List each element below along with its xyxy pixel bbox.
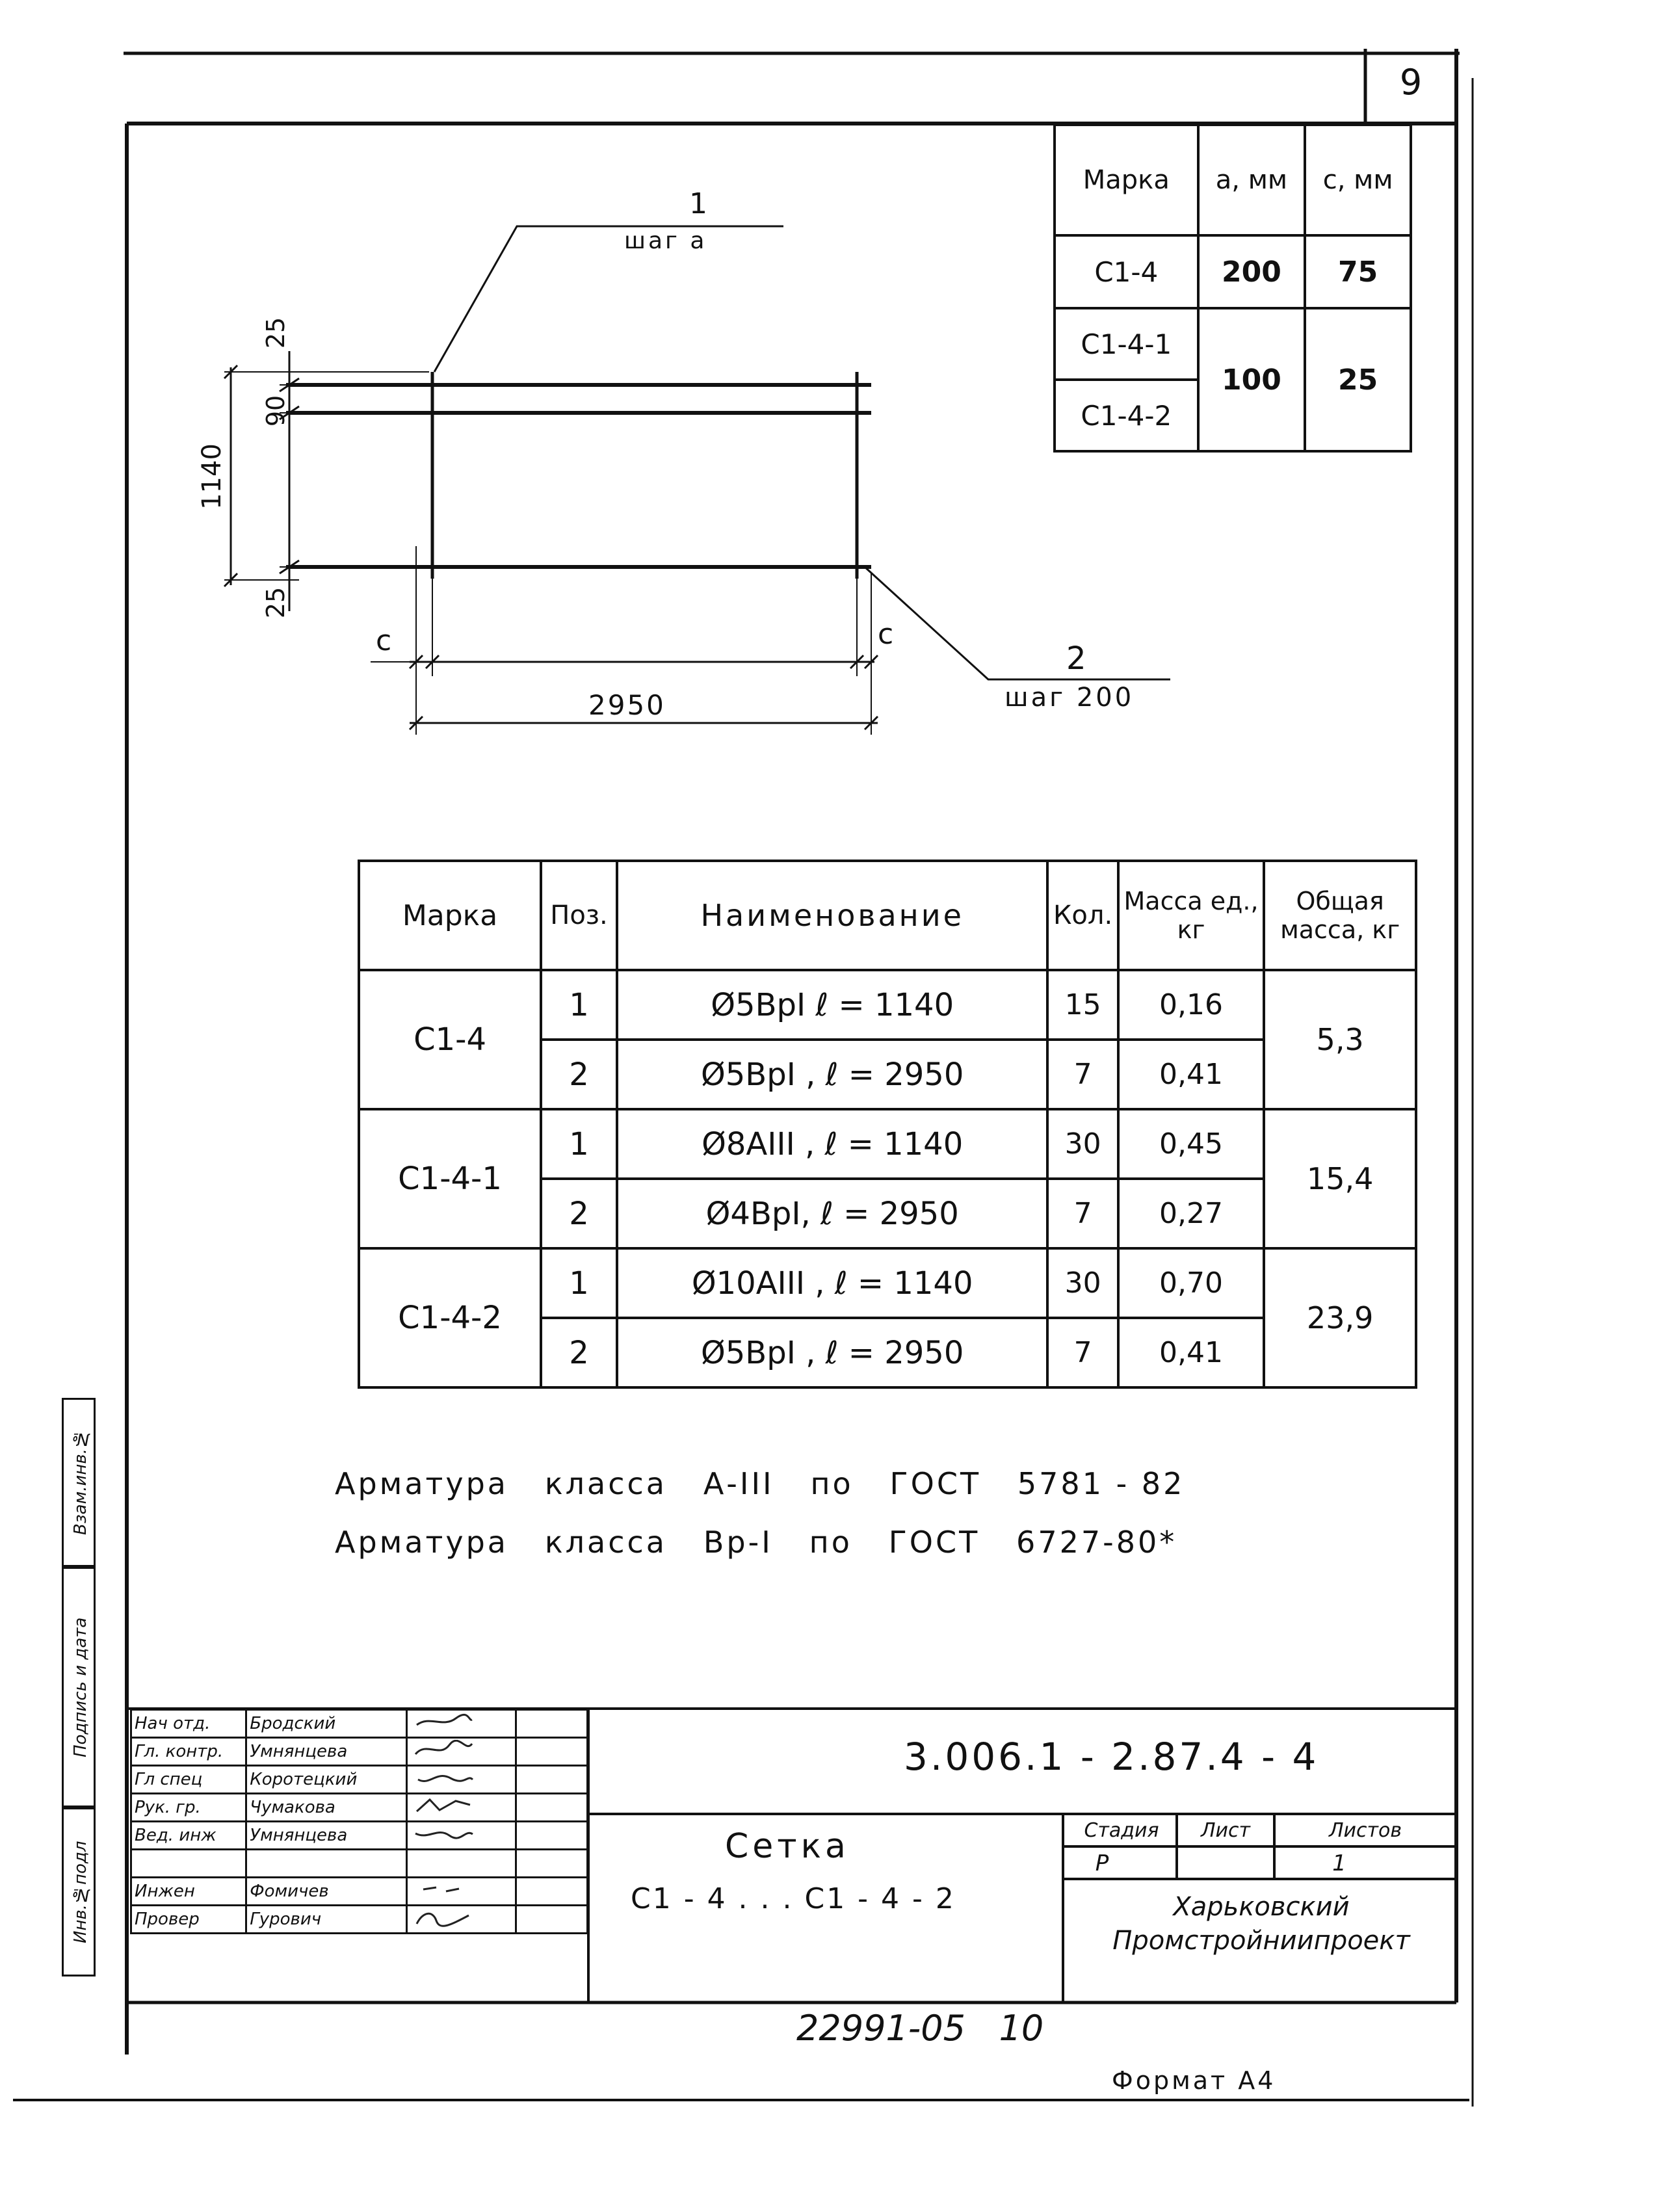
dim-c-left: c bbox=[376, 624, 392, 657]
spec-qty: 15 bbox=[1047, 970, 1118, 1040]
a-cell: 100 bbox=[1198, 308, 1306, 451]
callout-1-text: шаг а bbox=[624, 228, 707, 254]
sig-signature bbox=[407, 1878, 516, 1906]
spec-header-mass-unit: Масса ед., кг bbox=[1118, 861, 1264, 970]
side-label-inv-podl: Инв.№подл bbox=[71, 1841, 90, 1943]
a-header: а, мм bbox=[1198, 125, 1306, 235]
sig-role: Гл спец bbox=[131, 1766, 246, 1794]
signature-mark bbox=[410, 1740, 475, 1759]
spec-name: Ø5ВрI , ℓ = 2950 bbox=[617, 1040, 1047, 1109]
c-header: с, мм bbox=[1305, 125, 1411, 235]
sig-role: Рук. гр. bbox=[131, 1794, 246, 1822]
sig-signature bbox=[407, 1710, 516, 1738]
sig-date bbox=[516, 1878, 587, 1906]
stage-label: Стадия bbox=[1084, 1819, 1159, 1842]
sig-date bbox=[516, 1906, 587, 1934]
spec-mass: 0,41 bbox=[1118, 1318, 1264, 1387]
spec-name: Ø10АIII , ℓ = 1140 bbox=[617, 1248, 1047, 1318]
note-line-1: Арматура класса А-III по ГОСТ 5781 - 82 bbox=[335, 1466, 1185, 1501]
sig-date bbox=[516, 1710, 587, 1738]
callout-1-number: 1 bbox=[689, 187, 707, 220]
sheet-number: 9 bbox=[1399, 62, 1423, 103]
sig-signature bbox=[407, 1766, 516, 1794]
sig-name: Чумакова bbox=[246, 1794, 407, 1822]
sig-name: Умнянцева bbox=[246, 1738, 407, 1766]
sig-role: Вед. инж bbox=[131, 1822, 246, 1850]
dim-90: 90 bbox=[261, 395, 291, 427]
spec-pos: 2 bbox=[541, 1040, 617, 1109]
spec-name: Ø5ВрI , ℓ = 2950 bbox=[617, 1318, 1047, 1387]
title-line-1: Сетка bbox=[725, 1827, 850, 1866]
sig-name: Гурович bbox=[246, 1906, 407, 1934]
format-label: Формат А4 bbox=[1112, 2066, 1276, 2095]
spec-total: 15,4 bbox=[1264, 1109, 1416, 1248]
dim-25-top: 25 bbox=[261, 317, 291, 349]
spec-header-mass-total: Общая масса, кг bbox=[1264, 861, 1416, 970]
spec-header-mark: Марка bbox=[359, 861, 541, 970]
spec-pos: 1 bbox=[541, 1248, 617, 1318]
spec-qty: 7 bbox=[1047, 1040, 1118, 1109]
spec-qty: 7 bbox=[1047, 1179, 1118, 1248]
spec-qty: 7 bbox=[1047, 1318, 1118, 1387]
spec-name: Ø4ВрI, ℓ = 2950 bbox=[617, 1179, 1047, 1248]
sig-signature bbox=[407, 1906, 516, 1934]
sheet-label: Лист bbox=[1200, 1819, 1251, 1842]
side-label-podpis-data: Подпись и дата bbox=[71, 1617, 90, 1757]
spec-header-qty: Кол. bbox=[1047, 861, 1118, 970]
dim-2950: 2950 bbox=[588, 689, 666, 721]
c-cell: 25 bbox=[1305, 308, 1411, 451]
spec-mass: 0,16 bbox=[1118, 970, 1264, 1040]
sig-signature bbox=[407, 1850, 516, 1878]
note-line-2: Арматура класса Вр-I по ГОСТ 6727-80* bbox=[335, 1525, 1177, 1560]
sig-name: Бродский bbox=[246, 1710, 407, 1738]
spec-qty: 30 bbox=[1047, 1248, 1118, 1318]
sig-date bbox=[516, 1794, 587, 1822]
spec-name: Ø8АIII , ℓ = 1140 bbox=[617, 1109, 1047, 1179]
spec-mark: С1-4 bbox=[359, 970, 541, 1109]
spec-mass: 0,45 bbox=[1118, 1109, 1264, 1179]
c-cell: 75 bbox=[1305, 235, 1411, 308]
spec-pos: 2 bbox=[541, 1179, 617, 1248]
mark-cell: С1-4-2 bbox=[1055, 380, 1198, 451]
signature-mark bbox=[410, 1824, 475, 1843]
spec-mark: С1-4-2 bbox=[359, 1248, 541, 1387]
sig-name: Умнянцева bbox=[246, 1822, 407, 1850]
sig-date bbox=[516, 1766, 587, 1794]
sig-signature bbox=[407, 1794, 516, 1822]
dim-c-right: c bbox=[878, 618, 894, 651]
sig-signature bbox=[407, 1738, 516, 1766]
spec-mass: 0,27 bbox=[1118, 1179, 1264, 1248]
a-cell: 200 bbox=[1198, 235, 1306, 308]
spec-qty: 30 bbox=[1047, 1109, 1118, 1179]
sig-role bbox=[131, 1850, 246, 1878]
spec-total: 5,3 bbox=[1264, 970, 1416, 1109]
sig-role: Провер bbox=[131, 1906, 246, 1934]
stage-value: Р bbox=[1095, 1850, 1109, 1876]
signature-mark bbox=[410, 1796, 475, 1815]
sig-date bbox=[516, 1738, 587, 1766]
title-line-2: С1 - 4 . . . С1 - 4 - 2 bbox=[631, 1882, 956, 1915]
sheets-value: 1 bbox=[1332, 1850, 1346, 1876]
organization-line-1: Харьковский bbox=[1173, 1892, 1350, 1922]
spec-mark: С1-4-1 bbox=[359, 1109, 541, 1248]
sig-name bbox=[246, 1850, 407, 1878]
archive-number: 22991-05 10 bbox=[796, 2008, 1044, 2049]
side-label-vzam-inv: Взам.инв.№ bbox=[71, 1429, 90, 1536]
spec-header-name: Наименование bbox=[617, 861, 1047, 970]
mark-cell: С1-4 bbox=[1055, 235, 1198, 308]
dim-25-bottom: 25 bbox=[261, 586, 291, 619]
sig-role: Инжен bbox=[131, 1878, 246, 1906]
callout-2-number: 2 bbox=[1066, 640, 1086, 677]
signature-table bbox=[130, 1709, 588, 1934]
signature-mark bbox=[410, 1712, 475, 1731]
sheets-label: Листов bbox=[1328, 1819, 1402, 1842]
callout-2-text: шаг 200 bbox=[1004, 683, 1135, 713]
document-code: 3.006.1 - 2.87.4 - 4 bbox=[904, 1735, 1319, 1779]
spec-pos: 1 bbox=[541, 970, 617, 1040]
spec-mass: 0,41 bbox=[1118, 1040, 1264, 1109]
spec-header-pos: Поз. bbox=[541, 861, 617, 970]
spec-name: Ø5ВрI ℓ = 1140 bbox=[617, 970, 1047, 1040]
spec-total: 23,9 bbox=[1264, 1248, 1416, 1387]
sig-date bbox=[516, 1822, 587, 1850]
sig-role: Нач отд. bbox=[131, 1710, 246, 1738]
spec-pos: 1 bbox=[541, 1109, 617, 1179]
mark-cell: С1-4-1 bbox=[1055, 308, 1198, 380]
sig-date bbox=[516, 1850, 587, 1878]
signature-mark bbox=[410, 1908, 475, 1927]
spec-mass: 0,70 bbox=[1118, 1248, 1264, 1318]
sig-name: Коротецкий bbox=[246, 1766, 407, 1794]
organization-line-2: Промстройниипроект bbox=[1112, 1926, 1410, 1956]
sig-role: Гл. контр. bbox=[131, 1738, 246, 1766]
signature-mark bbox=[410, 1880, 475, 1899]
sig-signature bbox=[407, 1822, 516, 1850]
dim-1140: 1140 bbox=[196, 443, 227, 510]
mark-header: Марка bbox=[1055, 125, 1198, 235]
spec-pos: 2 bbox=[541, 1318, 617, 1387]
signature-mark bbox=[410, 1768, 475, 1787]
sig-name: Фомичев bbox=[246, 1878, 407, 1906]
